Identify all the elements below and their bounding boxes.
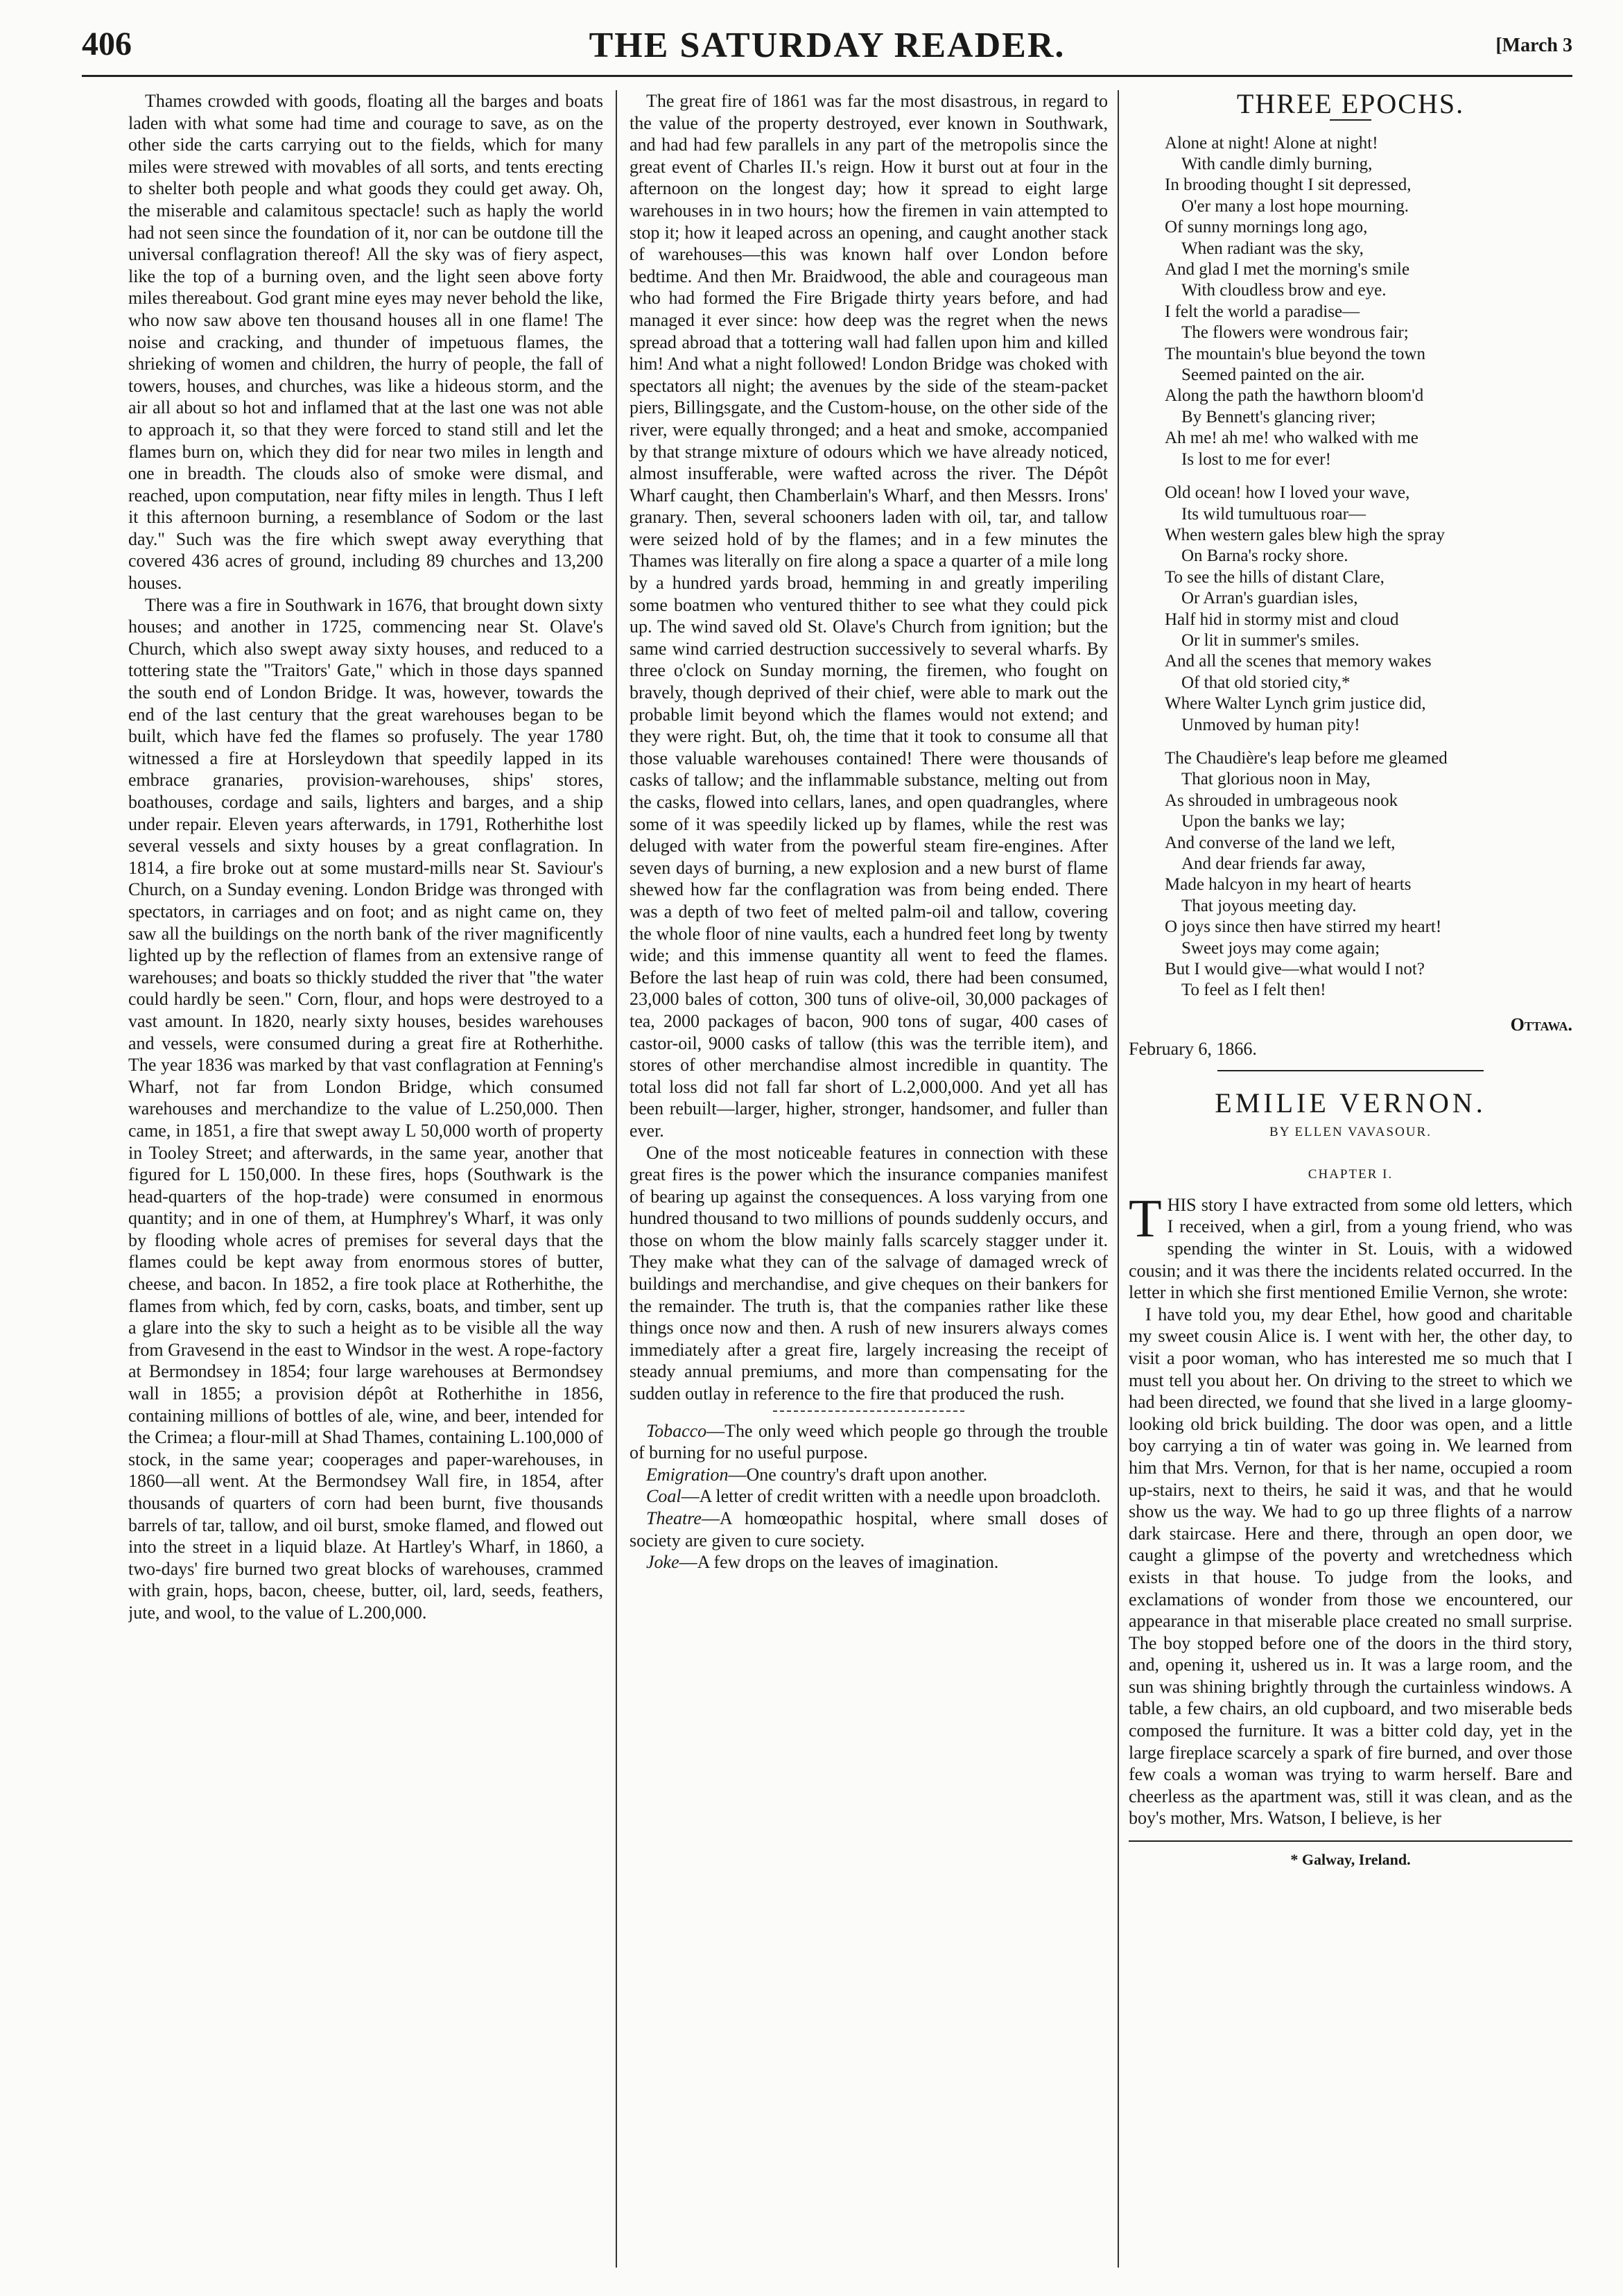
- poem-stanza: [1165, 133, 1572, 471]
- definition-text: —A few drops on the leaves of imagination.: [679, 1552, 999, 1573]
- definition-item: [630, 1551, 1108, 1573]
- poem-line: And all the scenes that memory wakes: [1165, 652, 1432, 671]
- article-paragraph: There was a fire in Southwark in 1676, that brought down sixty houses; and another in 1725, commencing near St. Olave's Church, which also swept away sixty houses, and reduced to a tottering state the "Traitors' Gate," which in those days spanned the south end of London Bridge. It was, however, towards the end of the last century that the great warehouses began to be built, which have fed the flames so profusely. The year 1780 witnessed a fire at Horsleydown that speedily lapped in its embrace granaries, provision-warehouses, ships' stores, boathouses, cordage and sails, lighters and barges, and a ship under repair. Eleven years afterwards, in 1791, Rotherhithe lost several vessels and sixty houses by a great conflagration. In 1814, a fire broke out at some mustard-mills near St. Saviour's Church, on a Sunday evening. London Bridge was thronged with spectators, in carriages and on foot; and as night came on, they saw all the buildings on the north bank of the river magnificently lighted up by the reflection of flames from an extensive range of warehouses; and boats so thickly studded the river that "the water could hardly be seen." Corn, flour, and hops were destroyed to a vast amount. In 1820, nearly sixty houses, besides warehouses and vessels, were consumed during a great fire at Rotherhithe. The year 1836 was marked by that vast conflagration at Fenning's Wharf, not far from London Bridge, which consumed warehouses and merchandize to the value of L.250,000. Then came, in 1851, a fire that swept away L 50,000 worth of property in Tooley Street; and afterwards, in the same year, another that figured for L 150,000. In these fires, hops (Southwark is the head-quarters of the hop-trade) were consumed in enormous quantity; and in one of them, at Humphrey's Wharf, it was only by flooding whole acres of premises for several days that the flames could be kept away from enormous stores of butter, cheese, and bacon. In 1852, a fire took place at Rotherhithe, the flames from which, fed by corn, casks, boats, and timber, sent up a glare into the sky to such a height as to be visible all the way from Gravesend in the east to Windsor in the west. A rope-factory at Bermondsey in 1854; four large warehouses at Bermondsey wall in 1855; a provision dépôt at Rotherhithe in 1856, containing millions of bottles of ale, wine, and beer, intended for the Crimea; a flour-mill at Shad Thames, containing L.100,000 of stock, in the same year; cooperages and paper-warehouses, in 1860—all went. At the Bermondsey Wall fire, in 1854, after thousands of quarters of corn had been burnt, five thousands barrels of tar, tallow, and oil burst, smoke flamed, and flowed out into the street in a liquid blaze. At Hartley's Wharf, in 1860, a two-days' fire burned two great blocks of warehouses, crammed with grain, hops, bacon, cheese, butter, oil, lard, seeds, feathers, jute, and wool, to the value of L.200,000.: [128, 594, 603, 1623]
- poem-line: Is lost to me for ever!: [1181, 449, 1331, 469]
- poem-line: With candle dimly burning,: [1181, 155, 1373, 173]
- header-rule: [82, 75, 1572, 77]
- definition-term: Joke: [646, 1552, 679, 1573]
- poem-line: Unmoved by human pity!: [1181, 715, 1360, 734]
- poem-title: THREE EPOCHS.: [1236, 90, 1465, 119]
- page-header: [82, 25, 1572, 67]
- story-paragraph: [1129, 1187, 1572, 1304]
- story-paragraph: I have told you, my dear Ethel, how good and charitable my sweet cousin Alice is. I went with her, the other day, to visit a poor woman, who has interested me so much that I must tell you about her. On driving to the street to which we had been directed, we found that she lived in a large gloomy-looking old brick building. The door was open, and a little boy carrying a tin of water was going in. We learned from him that Mrs. Vernon, for that is her name, occupied a room up-stairs, next to theirs, he said it was, and that he would show us the way. We had to go up three flights of a narrow dark staircase. Here and there, through an open door, we caught a glimpse of the poverty and wretchedness which exists in that house. To judge from the looks, and exclamations of wonder from those we encountered, our appearance in that miserable place created no small surprise. The boy stopped before one of the doors in the third story, and, opening it, ushered us in. It was a large room, and the sun was shining brightly through the curtainless windows. A table, a few chairs, an old cupboard, and two miserable beds composed the furniture. It was a bitter cold day, yet in the large fireplace scarcely a spark of fire burned, and over those few coals a woman was trying to warm herself. Bare and cheerless as the apartment was, still it was clean, and as the boy's mother, Mrs. Watson, I believe, is her: [1129, 1304, 1572, 1829]
- definition-text: —A homœopathic hospital, where small doses of society are given to cure society.: [630, 1508, 1108, 1551]
- definition-text: —A letter of credit written with a needle upon broadcloth.: [681, 1486, 1101, 1507]
- definition-item: [630, 1420, 1108, 1464]
- poem-line: Of sunny mornings long ago,: [1165, 218, 1368, 237]
- chapter-heading: CHAPTER I.: [1308, 1167, 1394, 1182]
- poem-line: The Chaudière's leap before me gleamed: [1165, 748, 1448, 768]
- poem-line: Seemed painted on the air.: [1181, 365, 1365, 385]
- poem-line: With cloudless brow and eye.: [1181, 281, 1387, 300]
- definition-item: [630, 1508, 1108, 1551]
- poem-line: Along the path the hawthorn bloom'd: [1165, 386, 1424, 406]
- poem-line: Half hid in stormy mist and cloud: [1165, 610, 1399, 629]
- column-2: [630, 90, 1108, 2288]
- definition-item: [630, 1485, 1108, 1508]
- poem-line: When radiant was the sky,: [1181, 239, 1364, 258]
- column-1: [128, 90, 603, 2288]
- poem-line: Its wild tumultuous roar—: [1181, 504, 1366, 524]
- poem-line: And glad I met the morning's smile: [1165, 260, 1410, 279]
- poem-line: And dear friends far away,: [1181, 854, 1366, 873]
- poem-stanza: [1165, 483, 1572, 736]
- poem-line: O'er many a lost hope mourning.: [1181, 196, 1409, 216]
- poem-date: February 6, 1866.: [1129, 1039, 1257, 1060]
- poem-line: To feel as I felt then!: [1181, 981, 1326, 1000]
- definition-text: —The only weed which people go through the trouble of burning for no useful purpose.: [630, 1420, 1108, 1463]
- poem: [1129, 133, 1572, 1001]
- column-divider: [1118, 90, 1119, 2268]
- poem-line: Or lit in summer's smiles.: [1181, 630, 1360, 650]
- definition-term: Theatre: [646, 1508, 702, 1528]
- footnote: * Galway, Ireland.: [1290, 1851, 1411, 1869]
- definition-text: —One country's draft upon another.: [728, 1464, 988, 1485]
- poem-line: Upon the banks we lay;: [1181, 812, 1346, 831]
- poem-line: Or Arran's guardian isles,: [1181, 589, 1358, 608]
- article-paragraph: One of the most noticeable features in connection with these great fires is the power which the insurance companies manifest of bearing up against the consequences. A loss varying from one hundred thousand to two millions of pounds suddenly occurs, and those on whom the blow mainly falls scarcely stagger under it. They make what they can of the salvage of damaged wreck of buildings and merchandise, and give cheques on their bankers for the remainder. The truth is, that the companies rather like these things once now and then. A rush of new insurers always comes immediately after a great fire, largely increasing the receipt of steady annual premiums, and more than compensating for the sudden outlay in reference to the fire that produced the rush.: [630, 1142, 1108, 1404]
- poem-line: O joys since then have stirred my heart!: [1165, 917, 1442, 937]
- column-3: [1129, 90, 1572, 2288]
- poem-line: To see the hills of distant Clare,: [1165, 567, 1385, 587]
- poem-line: Where Walter Lynch grim justice did,: [1165, 694, 1426, 714]
- poem-line: That glorious noon in May,: [1181, 770, 1371, 789]
- definition-term: Coal: [646, 1486, 682, 1507]
- poem-line: The mountain's blue beyond the town: [1165, 344, 1425, 363]
- poem-signature: Ottawa.: [1510, 1014, 1572, 1035]
- poem-line: That joyous meeting day.: [1181, 896, 1357, 915]
- poem-line: Sweet joys may come again;: [1181, 938, 1380, 958]
- poem-line: As shrouded in umbrageous nook: [1165, 791, 1398, 810]
- page-number: 406: [82, 26, 132, 62]
- poem-line: In brooding thought I sit depressed,: [1165, 175, 1412, 195]
- section-rule: [1217, 1070, 1484, 1071]
- poem-line: When western gales blew high the spray: [1165, 525, 1446, 544]
- article-paragraph: Thames crowded with goods, floating all the barges and boats laden with what some had time and courage to save, as on the other side the carts carrying out to the fields, which for many miles were strewed with movables of all sorts, and tents erecting to shelter both people and what goods they could get away. Oh, the miserable and calamitous spectacle! such as haply the world had not seen since the foundation of it, nor can be outdone till the universal conflagration thereof! All the sky was of fiery aspect, like the top of a burning oven, and the light seen above forty miles thereabout. God grant mine eyes may never behold the like, who now saw above ten thousand houses all in one flame! The noise and cracking, and thunder of impetuous flames, the shrieking of women and children, the hurry of people, the fall of towers, houses, and churches, was like a hideous storm, and the air all about so hot and inflamed that at the last one was not able to approach it, so that they were forced to stand still and let the flames burn on, which they did for near two miles in length and one in breadth. The clouds also of smoke were dismal, and reached, upon computation, near fifty miles in length. Thus I left it this afternoon burning, a resemblance of Sodom or the last day." Such was the fire which swept away everything that covered 436 acres of ground, including 89 churches and 13,200 houses.: [128, 91, 603, 594]
- definition-term: Tobacco: [646, 1420, 707, 1441]
- section-separator: [773, 1410, 964, 1412]
- poem-line: On Barna's rocky shore.: [1181, 546, 1348, 566]
- story-byline: BY ELLEN VAVASOUR.: [1269, 1124, 1432, 1139]
- drop-cap: T: [1129, 1187, 1162, 1248]
- poem-line: But I would give—what would I not?: [1165, 960, 1425, 979]
- poem-line: The flowers were wondrous fair;: [1181, 323, 1409, 343]
- poem-line: I felt the world a paradise—: [1165, 302, 1360, 321]
- footnote-rule: [1129, 1840, 1572, 1842]
- column-divider: [616, 90, 617, 2268]
- poem-line: Old ocean! how I loved your wave,: [1165, 483, 1410, 503]
- poem-line: Made halcyon in my heart of hearts: [1165, 875, 1412, 895]
- article-paragraph: The great fire of 1861 was far the most disastrous, in regard to the value of the property destroyed, ever known in Southwark, and had had few parallels in any part of the metropolis since the great event of Charles II.'s reign. How it burst out at four in the afternoon on the longest day; how it spread to eight large warehouses in in two hours; how the firemen in vain attempted to stop it; how it leaped across an opening, and caught another stack of warehouses—this was known half over London before bedtime. And then Mr. Braidwood, the able and courageous man who had formed the Fire Brigade thirty years before, and had managed it ever since: how deep was the regret when the news spread abroad that a tottering wall had fallen upon him and killed him! And what a night followed! London Bridge was choked with spectators all night; the avenues by the side of the steam-packet piers, Billingsgate, and the Custom-house, on the other side of the river, were equally thronged; and a heat and smoke, accompanied by that strange mixture of odours which we have already noticed, almost insufferable, were wafted across the river. The Dépôt Wharf caught, then Chamberlain's Wharf, and then Messrs. Irons' granary. Then, several schooners laden with oil, tar, and tallow were seized hold of by the flames; and in a few minutes the Thames was literally on fire along a space a quarter of a mile long by a hundred yards broad, hemming in and greatly imperiling some boatmen who ventured thither to see what they could pick up. The wind saved old St. Olave's Church from ignition; but the same wind carried destruction successively to several wharfs. By three o'clock on Sunday morning, the firemen, who fought on bravely, though deprived of their chief, were able to mark out the probable limit beyond which the flames would not extend; and they were right. But, oh, the time that it took to consume all that those valuable warehouses contained! There were thousands of casks of tallow; and the inflammable substance, melting out from the casks, flowed into cellars, lanes, and open quadrangles, where some of it was speedily licked up by flames, while the rest was deluged with water from the powerful steam fire-engines. After seven days of burning, a new explosion and a new burst of flame shewed how far the conflagration was from being ended. There was a depth of two feet of melted palm-oil and tallow, covering the whole floor of nine vaults, each a hundred feet long by twenty wide; and this immense quantity all went to feed the flames. Before the last heap of ruin was cold, there had been consumed, 23,000 bales of cotton, 300 tuns of olive-oil, 30,000 packages of tea, 2000 packages of bacon, 900 tons of sugar, 400 cases of castor-oil, 9000 casks of tallow (this was the terrible item), and stores of other merchandise almost incredible in quantity. The total loss did not fall far short of L.2,000,000. And yet all has been rebuilt—larger, higher, stronger, handsomer, and fuller than ever.: [630, 91, 1108, 1141]
- poem-line: And converse of the land we left,: [1165, 833, 1396, 852]
- story-title: EMILIE VERNON.: [1215, 1087, 1486, 1119]
- poem-line: Alone at night! Alone at night!: [1165, 133, 1378, 153]
- definition-term: Emigration: [646, 1464, 729, 1485]
- poem-stanza: [1165, 748, 1572, 1001]
- poem-line: By Bennett's glancing river;: [1181, 407, 1376, 426]
- story-text: HIS story I have extracted from some old letters, which I received, when a girl, from a young friend, who was spending the winter in St. Louis, with a widowed cousin; and it was there the incidents related occurred. In the letter in which she first mentioned Emilie Vernon, she wrote:: [1129, 1194, 1572, 1303]
- issue-date: [March 3: [1495, 35, 1572, 56]
- poem-line: Of that old storied city,*: [1181, 673, 1351, 692]
- poem-line: Ah me! ah me! who walked with me: [1165, 429, 1418, 448]
- masthead-title: THE SATURDAY READER.: [589, 26, 1066, 65]
- definition-item: [630, 1464, 1108, 1486]
